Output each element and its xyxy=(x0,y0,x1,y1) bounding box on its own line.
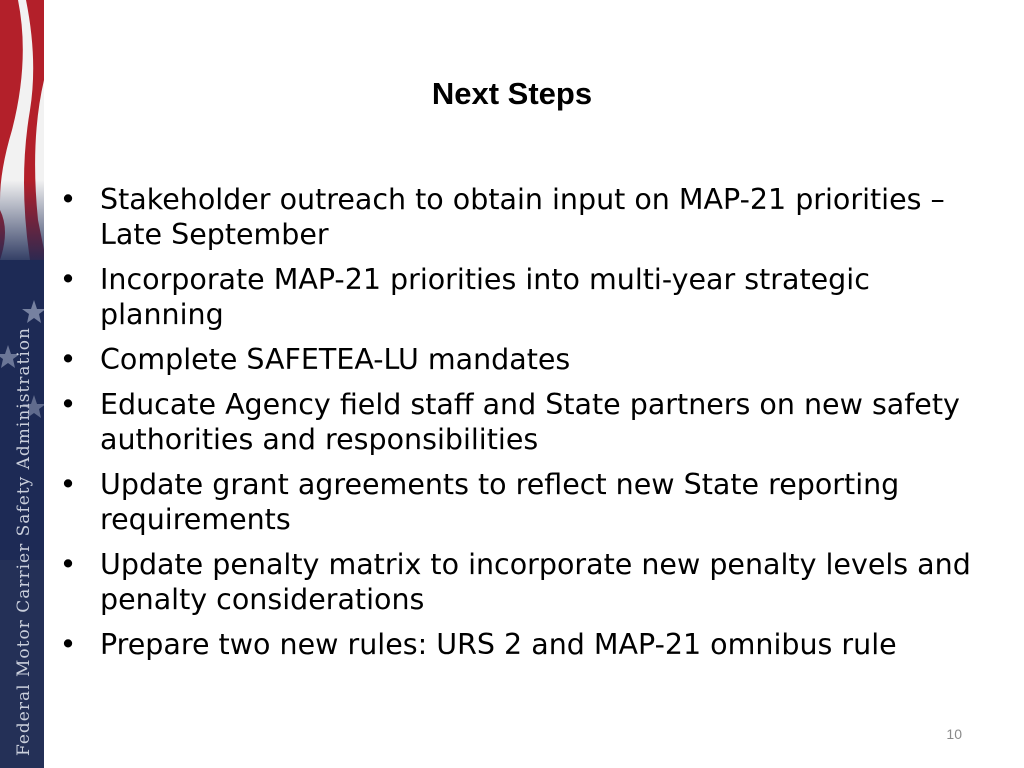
bullet-text: Stakeholder outreach to obtain input on MAP-21 priorities – Late September xyxy=(100,183,945,251)
banner-caption-container xyxy=(2,256,42,756)
bullet-icon: • xyxy=(59,468,77,501)
bullet-item xyxy=(58,467,988,537)
bullet-item xyxy=(58,547,988,617)
bullet-text: Educate Agency field staff and State partners on new safety authorities and responsibilities xyxy=(100,388,960,456)
bullet-icon: • xyxy=(59,343,77,376)
bullet-icon: • xyxy=(59,388,77,421)
bullet-text: Update grant agreements to reflect new State reporting requirements xyxy=(100,468,900,536)
banner-caption: Federal Motor Carrier Safety Administration xyxy=(14,327,34,756)
bullet-item xyxy=(58,627,988,662)
bullet-icon: • xyxy=(59,183,77,216)
bullet-item xyxy=(58,342,988,377)
bullet-icon: • xyxy=(59,263,77,296)
slide-title: Next Steps xyxy=(431,76,593,111)
bullet-item xyxy=(58,387,988,457)
bullet-text: Incorporate MAP-21 priorities into multi-year strategic planning xyxy=(100,263,870,331)
bullet-item xyxy=(58,262,988,332)
bullet-item xyxy=(58,182,988,252)
bullet-text: Prepare two new rules: URS 2 and MAP-21 omnibus rule xyxy=(100,628,897,661)
bullet-icon: • xyxy=(59,628,77,661)
bullet-text: Complete SAFETEA-LU mandates xyxy=(100,343,571,376)
bullet-list xyxy=(58,182,988,672)
page-number: 10 xyxy=(946,726,962,742)
bullet-text: Update penalty matrix to incorporate new penalty levels and penalty considerations xyxy=(100,548,971,616)
flag-banner xyxy=(0,0,44,768)
bullet-icon: • xyxy=(59,548,77,581)
